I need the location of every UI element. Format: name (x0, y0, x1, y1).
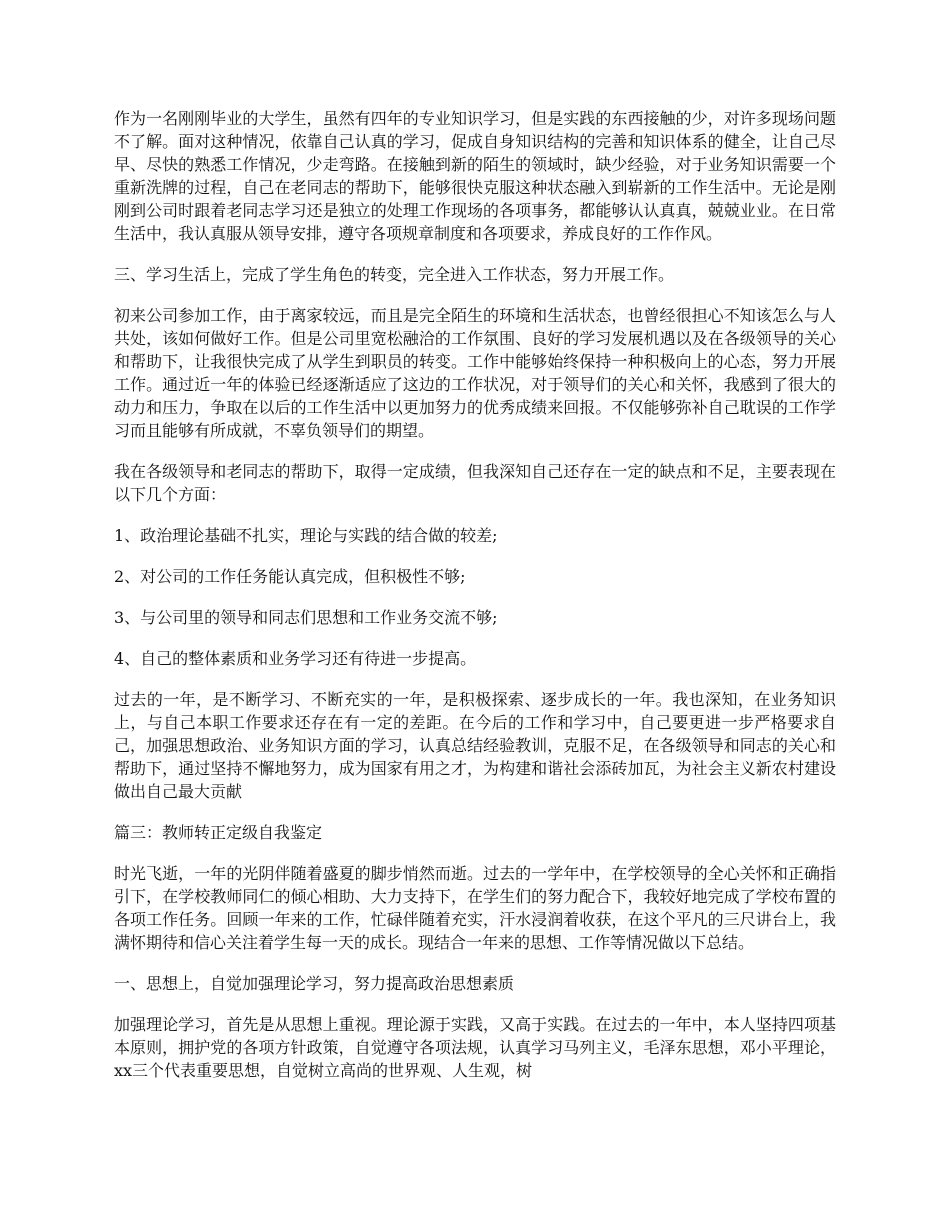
paragraph-work-adaptation: 作为一名刚刚毕业的大学生，虽然有四年的专业知识学习，但是实践的东西接触的少，对许多现场问题不了解。面对这种情况，依靠自己认真的学习，促成自身知识结构的完善和知识体系的健全，让自己尽早、尽快的熟悉工作情况，少走弯路。在接触到新的陌生的领域时，缺少经验，对于业务知识需要一个重新洗牌的过程，自己在老同志的帮助下，能够很快克服这种状态融入到崭新的工作生活中。无论是刚刚到公司时跟着老同志学习还是独立的处理工作现场的各项事务，都能够认认真真，兢兢业业。在日常生活中，我认真服从领导安排，遵守各项规章制度和各项要求，养成良好的工作作风。 (114, 109, 836, 243)
paragraph-shortcomings-intro: 我在各级领导和老同志的帮助下，取得一定成绩，但我深知自己还存在一定的缺点和不足，主要表现在以下几个方面： (114, 462, 836, 504)
paragraph-teacher-intro: 时光飞逝，一年的光阴伴随着盛夏的脚步悄然而逝。过去的一学年中，在学校领导的全心关怀和正确指引下，在学校教师同仁的倾心相助、大力支持下，在学生们的努力配合下，我较好地完成了学校布置的各项工作任务。回顾一年来的工作，忙碌伴随着充实，汗水浸润着收获，在这个平凡的三尺讲台上，我满怀期待和信心关注着学生每一天的成长。现结合一年来的思想、工作等情况做以下总结。 (114, 864, 836, 952)
paragraph-year-summary: 过去的一年，是不断学习、不断充实的一年，是积极探索、逐步成长的一年。我也深知，在业务知识上，与自己本职工作要求还存在有一定的差距。在今后的工作和学习中，自己要更进一步严格要求自己，加强思想政治、业务知识方面的学习，认真总结经验教训，克服不足，在各级领导和同志的关心和帮助下，通过坚持不懈地努力，成为国家有用之才，为构建和谐社会添砖加瓦，为社会主义新农村建设做出自己最大贡献 (114, 690, 836, 801)
article-title-teacher-appraisal: 篇三：教师转正定级自我鉴定 (114, 823, 323, 842)
document-page (114, 107, 836, 1100)
paragraph-theory-study: 加强理论学习，首先是从思想上重视。理论源于实践，又高于实践。在过去的一年中，本人坚持四项基本原则，拥护党的各项方针政策，自觉遵守各项法规，认真学习马列主义，毛泽东思想，邓小平理论，xx三个代表重要思想，自觉树立高尚的世界观、人生观，树 (114, 1015, 836, 1080)
list-item-shortcoming-4: 4、自己的整体素质和业务学习还有待进一步提高。 (114, 649, 477, 668)
section-heading-study-life: 三、学习生活上，完成了学生角色的转变，完全进入工作状态，努力开展工作。 (114, 265, 675, 284)
list-item-shortcoming-3: 3、与公司里的领导和同志们思想和工作业务交流不够; (114, 608, 498, 627)
section-heading-ideology: 一、思想上，自觉加强理论学习，努力提高政治思想素质 (114, 974, 515, 993)
list-item-shortcoming-2: 2、对公司的工作任务能认真完成，但积极性不够; (114, 567, 466, 586)
paragraph-joining-company: 初来公司参加工作，由于离家较远，而且是完全陌生的环境和生活状态，也曾经很担心不知该怎么与人共处，该如何做好工作。但是公司里宽松融洽的工作氛围、良好的学习发展机遇以及在各级领导的关心和帮助下，让我很快完成了从学生到职员的转变。工作中能够始终保持一种积极向上的心态，努力开展工作。通过近一年的体验已经逐渐适应了这边的工作状况，对于领导们的关心和关怀，我感到了很大的动力和压力，争取在以后的工作生活中以更加努力的优秀成绩来回报。不仅能够弥补自己耽误的工作学习而且能够有所成就，不辜负领导们的期望。 (114, 306, 836, 440)
list-item-shortcoming-1: 1、政治理论基础不扎实，理论与实践的结合做的较差; (114, 526, 498, 545)
